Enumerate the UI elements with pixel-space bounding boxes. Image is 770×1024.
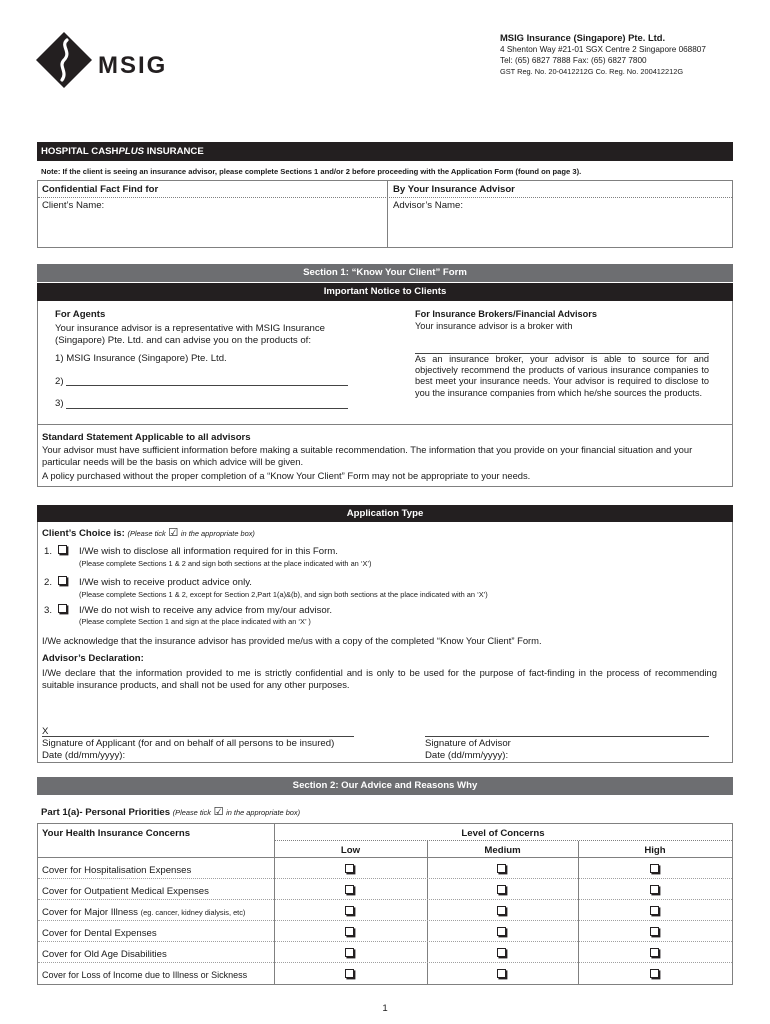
standard-paragraph: Your advisor must have sufficient information before making a suitable recommendation. The information that you provide on your financial situation and your particular needs will be the basis on which advice will be given.: [42, 444, 693, 467]
applicant-signature-line[interactable]: [42, 736, 354, 737]
concern-row-major-illness: Cover for Major Illness (eg. cancer, kidney dialysis, etc): [42, 907, 246, 918]
option-1-number: 1.: [44, 546, 53, 557]
outpatient-high-checkbox[interactable]: [650, 885, 659, 894]
option-2-text: I/We wish to receive product advice only.: [79, 577, 252, 588]
level-medium-header: Medium: [484, 845, 521, 856]
concerns-column-header: Your Health Insurance Concerns: [42, 828, 191, 839]
concern-row-old-age: Cover for Old Age Disabilities: [42, 949, 167, 960]
fact-find-box: [37, 180, 733, 248]
applicant-signature-label: Signature of Applicant (for and on behalf of all persons to be insured): [42, 738, 335, 749]
major-illness-low-checkbox[interactable]: [345, 906, 354, 915]
tick-box-icon-2: ☑: [213, 806, 224, 818]
application-type-bar: Application Type: [37, 505, 733, 522]
advisor-signature-line[interactable]: [425, 736, 709, 737]
hospitalisation-medium-checkbox[interactable]: [497, 864, 506, 873]
option-1-checkbox[interactable]: [58, 545, 67, 554]
standard-heading: Standard Statement Applicable to all advisors: [42, 432, 251, 443]
option-3-instruction: (Please complete Section 1 and sign at the place indicated with an ‘X’ ): [79, 617, 311, 626]
concern-row-outpatient: Cover for Outpatient Medical Expenses: [42, 886, 209, 897]
concerns-table: [37, 823, 733, 985]
advisor-header: By Your Insurance Advisor: [393, 184, 515, 195]
advisor-signature-label: Signature of Advisor: [425, 738, 511, 749]
option-3-text: I/We do not wish to receive any advice from my/our advisor.: [79, 605, 333, 616]
company-name: MSIG Insurance (Singapore) Pte. Ltd.: [500, 32, 666, 43]
option-3-number: 3.: [44, 605, 53, 616]
advisor-declaration-heading: Advisor’s Declaration:: [42, 653, 144, 664]
personal-priorities-label: Part 1(a)- Personal Priorities (Please tick ☑ in the appropriate box): [41, 806, 301, 818]
advisor-type-box: [37, 301, 733, 425]
company-address: 4 Shenton Way #21-01 SGX Centre 2 Singapore 068807: [500, 45, 706, 54]
major-illness-high-checkbox[interactable]: [650, 906, 659, 915]
agent-company-2-label: 2): [55, 376, 64, 387]
form-title-bar: HOSPITAL CASHPLUS INSURANCE: [37, 142, 733, 161]
concern-row-dental: Cover for Dental Expenses: [42, 928, 157, 939]
agent-company-3-line[interactable]: [66, 408, 348, 409]
company-info: [500, 32, 706, 77]
loss-of-income-low-checkbox[interactable]: [345, 969, 354, 978]
outpatient-medium-checkbox[interactable]: [497, 885, 506, 894]
brokers-text: Your insurance advisor is a broker with: [415, 321, 573, 331]
msig-logo-icon: [34, 30, 94, 90]
clients-choice-label: Client’s Choice is: (Please tick ☑ in the appropriate box): [42, 527, 255, 539]
logo-wordmark: MSIG: [98, 52, 168, 79]
outpatient-low-checkbox[interactable]: [345, 885, 354, 894]
dental-low-checkbox[interactable]: [345, 927, 354, 936]
hospitalisation-low-checkbox[interactable]: [345, 864, 354, 873]
dental-medium-checkbox[interactable]: [497, 927, 506, 936]
option-2-number: 2.: [44, 577, 53, 588]
agents-heading: For Agents: [55, 309, 106, 320]
hospitalisation-high-checkbox[interactable]: [650, 864, 659, 873]
brokers-heading: For Insurance Brokers/Financial Advisors: [415, 309, 597, 319]
level-low-header: Low: [340, 845, 361, 856]
tick-box-icon: ☑: [168, 527, 179, 539]
application-type-box: [37, 522, 733, 763]
advisor-declaration-text: I/We declare that the information provided to me is strictly confidential and is only to be used for the purpose of fact-finding in the process of recommending suitable insurance products, and shall not be used for any other purposes.: [42, 667, 717, 690]
loss-of-income-medium-checkbox[interactable]: [497, 969, 506, 978]
company-registration: GST Reg. No. 20-0412212G Co. Reg. No. 200412212G: [500, 67, 684, 76]
concern-row-loss-of-income: Cover for Loss of Income due to Illness or Sickness: [42, 970, 248, 980]
applicant-date-field[interactable]: Date (dd/mm/yyyy):: [42, 750, 126, 761]
loss-of-income-high-checkbox[interactable]: [650, 969, 659, 978]
page-number: 1: [382, 1003, 388, 1014]
option-1-instruction: (Please complete Sections 1 & 2 and sign both sections at the place indicated with an ‘X’): [79, 559, 372, 568]
advisor-name-field[interactable]: Advisor’s Name:: [393, 200, 464, 211]
important-notice-bar: Important Notice to Clients: [37, 283, 733, 301]
option-2-instruction: (Please complete Sections 1 & 2, except for Section 2,Part 1(a)&(b), and sign both sections at the place indicated with an ‘X’): [79, 590, 488, 599]
company-phone: Tel: (65) 6827 7888 Fax: (65) 6827 7800: [500, 56, 647, 65]
agent-company-1: 1) MSIG Insurance (Singapore) Pte. Ltd.: [55, 353, 227, 364]
dental-high-checkbox[interactable]: [650, 927, 659, 936]
signature-x-mark: X: [42, 726, 49, 737]
agents-text: Your insurance advisor is a representative with MSIG Insurance (Singapore) Pte. Ltd. and can advise you on the products of:: [55, 323, 326, 346]
concern-row-hospitalisation: Cover for Hospitalisation Expenses: [42, 865, 192, 876]
agent-company-3-label: 3): [55, 398, 64, 409]
client-name-field[interactable]: Client’s Name:: [42, 200, 105, 211]
level-high-header: High: [644, 845, 666, 856]
acknowledgement-text: I/We acknowledge that the insurance advisor has provided me/us with a copy of the completed “Know Your Client” Form.: [42, 635, 542, 646]
section2-title-bar: Section 2: Our Advice and Reasons Why: [37, 777, 733, 795]
standard-statement-box: [37, 425, 733, 487]
old-age-low-checkbox[interactable]: [345, 948, 354, 957]
form-note: Note: If the client is seeing an insurance advisor, please complete Sections 1 and/or 2 before proceeding with the Application Form (found on page 3).: [41, 167, 582, 176]
advisor-date-field[interactable]: Date (dd/mm/yyyy):: [425, 750, 509, 761]
brokers-paragraph: As an insurance broker, your advisor is able to source for and objectively recommend the products of various insurance companies to best meet your insurance needs. Your advisor is required to disclose to you the insurance companies from which he/she sources the products.: [415, 354, 709, 398]
section1-title-bar: Section 1: “Know Your Client” Form: [37, 264, 733, 282]
option-3-checkbox[interactable]: [58, 604, 67, 613]
level-column-header: Level of Concerns: [461, 828, 545, 839]
old-age-medium-checkbox[interactable]: [497, 948, 506, 957]
msig-logo: [34, 30, 174, 90]
standard-paragraph-2: A policy purchased without the proper completion of a “Know Your Client” Form may not be appropriate to your needs.: [42, 470, 531, 481]
option-1-text: I/We wish to disclose all information required for in this Form.: [79, 546, 338, 557]
option-2-checkbox[interactable]: [58, 576, 67, 585]
old-age-high-checkbox[interactable]: [650, 948, 659, 957]
fact-find-header: Confidential Fact Find for: [42, 184, 159, 195]
major-illness-medium-checkbox[interactable]: [497, 906, 506, 915]
agent-company-2-line[interactable]: [66, 385, 348, 386]
